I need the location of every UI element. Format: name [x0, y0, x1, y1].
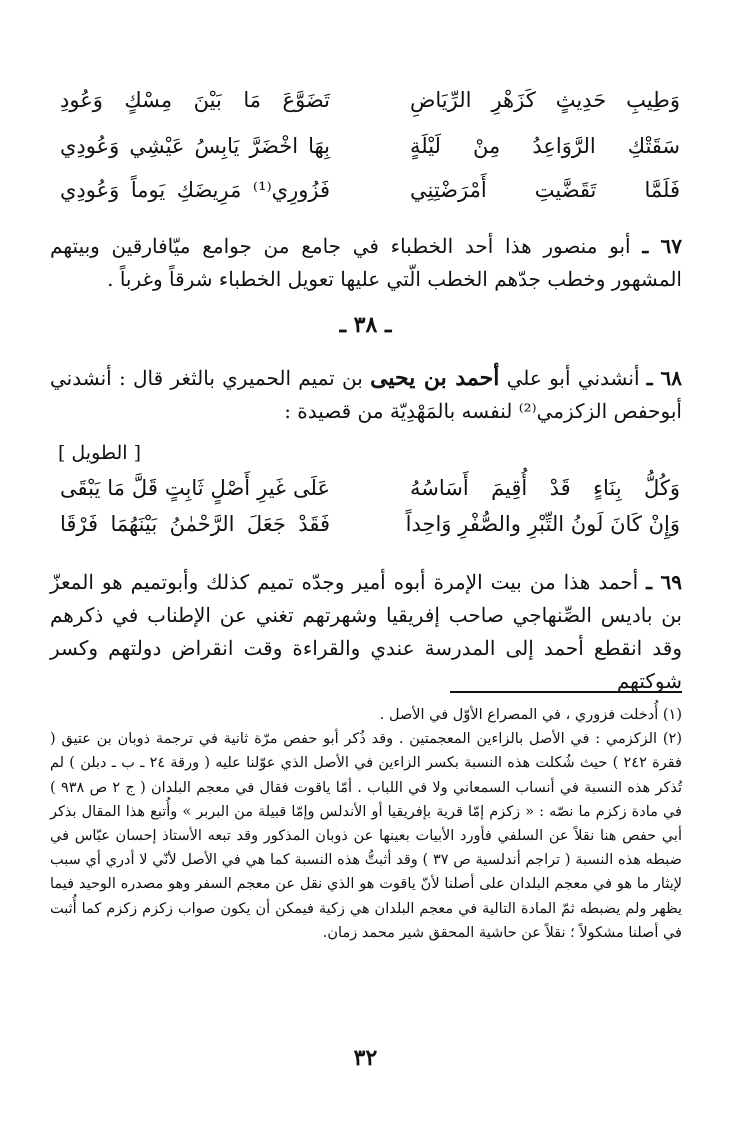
section-heading: ـ ٣٨ ـ	[339, 312, 392, 338]
footnote-divider	[450, 691, 682, 693]
paragraph-number: ٦٧ ـ	[642, 234, 682, 258]
person-name: أحمد بن يحيى	[370, 365, 500, 391]
paragraph-text: أحمد هذا من بيت الإمرة أبوه أمير وجدّه تميم كذلك وأبوتميم هو المعزّ بن باديس الصِّنهاجي صاحب إفريقيا وشهرتهم تغني عن الإطناب في ذكرهم وقد انقطع أحمد إلى المدرسة عندي والقراءة وقت انقراض دولتهم وكسر شوكتهم	[50, 570, 682, 693]
verse-first-hemistich: وَإِنْ كَانَ لَونُ التِّبْرِ والصُّفْرِ وَاحِداً	[405, 512, 680, 536]
verse	[60, 506, 680, 542]
verse-second-hemistich: عَلَى غَيرِ أَصْلٍ ثَابِتٍ قَلَّ مَا يَبْقَى	[60, 476, 330, 500]
footnotes	[50, 703, 682, 945]
paragraph-67	[50, 230, 682, 296]
paragraph-69	[50, 566, 682, 698]
verse-second-hemistich: تَضَوَّعَ مَا بَيْنَ مِسْكٍ وَعُودِ	[60, 88, 330, 112]
paragraph-number: ٦٩ ـ	[646, 570, 683, 594]
verse-first-hemistich: وَطِيبِ حَدِيثٍ كَزَهْرِ الرِّيَاضِ	[410, 88, 680, 112]
verse-second-hemistich: فَزُورِي⁽¹⁾ مَرِيضَكِ يَوماً وَعُودِي	[60, 178, 330, 202]
footnote-marker: (٢)	[662, 731, 683, 748]
verse-second-hemistich: فَقَدْ جَعَلَ الرَّحْمٰنُ بَيْنَهُمَا فَرْقَا	[60, 512, 330, 536]
paragraph-lead: أنشدني أبو علي	[506, 366, 640, 390]
paragraph-text: بن تميم الحميري بالثغر قال : أنشدني أبوحفص الزكزمي⁽²⁾ لنفسه بالمَهْدِيّة من قصيدة :	[50, 366, 682, 423]
paragraph-number: ٦٨ ـ	[646, 366, 682, 390]
verse	[60, 470, 680, 506]
footnote-text: أُدخلت فزوري ، في المصراع الأوّل في الأصل .	[379, 707, 659, 723]
paragraph-text: أبو منصور هذا أحد الخطباء في جامع من جوامع ميّافارقين وبيتهم المشهور وخطب جدّهم الخطب الّتي عليها تعويل الخطباء شرقاً وغرباً .	[50, 234, 682, 291]
verse-first-hemistich: وَكُلُّ بِنَاءٍ قَدْ أُقِيمَ أَسَاسُهُ	[410, 476, 680, 500]
paragraph-68	[50, 362, 682, 428]
verse-first-hemistich: فَلَمَّا تَقَضَّيتِ أَمْرَضْتِنِي	[410, 178, 680, 202]
verse	[60, 82, 680, 118]
verse-first-hemistich: سَقَتْكِ الرَّوَاعِدُ مِنْ لَيْلَةٍ	[410, 134, 680, 158]
page-number: ٣٢	[353, 1045, 378, 1071]
footnote	[50, 703, 682, 727]
verse	[60, 128, 680, 164]
verse	[60, 172, 680, 208]
footnote-marker: (١)	[662, 707, 682, 723]
footnote-text: الزكزمي : في الأصل بالزاءين المعجمتين . وقد ذُكر أبو حفص مرّة ثانية في ترجمة ذوبان بن عتيق ( فقرة ٢٤٢ ) حيث شُكلت هذه النسبة بكسر الزاءين في الأصل الذي عوّلنا عليه ( ورقة ٢٤ ـ ب ـ دبلن ) لم تُذكر هذه النسبة في أنساب السمعاني ولا في اللباب . أمّا ياقوت فقال في معجم البلدان ( ج ٢ ص ٩٣٨ ) في مادة زكزم ما نصّه : « زكزم إمّا قرية بإفريقيا أو الأندلس وإمّا قبيلة من البربر » وأُتبع هذا المقال بذكر أبي حفص هنا نقلاً عن السلفي فأورد الأبيات بعينها عن ذوبان المذكور وقد تبعه الأستاذ إحسان عبّاس في ضبطه هذه النسبة ( تراجم أندلسية ص ٣٧ ) وقد أثبتُّ هذه النسبة كما هي في الأصل لأنّي لا أدري أي سبب لإيثار ما هو في معجم البلدان على أصلنا لأنّ ياقوت هو الذي نقل عن معجم السفر وهو مصدره الوحيد فيما يظهر ولم يضبطه ثمّ المادة التالية في معجم البلدان هي زكية فيمكن أن يكون صواب زكزم زكزم كما أُثبت في أصلنا مشكولاً ؛ نقلاً عن حاشية المحقق شير محمد زمان.	[50, 731, 682, 941]
footnote	[50, 727, 682, 945]
meter-label: [ الطويل ]	[57, 442, 141, 464]
verse-second-hemistich: بِهَا اخْضَرَّ يَابِسُ عَيْشِي وَعُودِي	[60, 134, 330, 158]
